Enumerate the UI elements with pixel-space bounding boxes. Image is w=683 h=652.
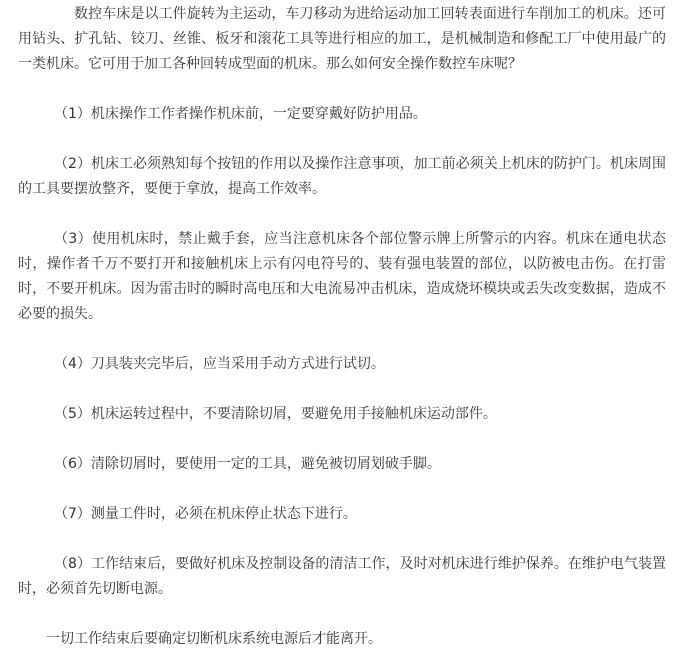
- rule-4-paragraph: （4）刀具装夹完毕后，应当采用手动方式进行试切。: [54, 356, 385, 372]
- intro-paragraph: 数控车床是以工件旋转为主运动，车刀移动为进给运动加工回转表面进行车削加工的机床。还可用钻头、扩孔钻、铰刀、丝锥、板牙和滚花工具等进行相应的加工，是机械制造和修配工厂中使用最广的一类机床。它可用于加工各种回转成型面的机床。那么如何安全操作数控车床呢？: [18, 6, 666, 72]
- closing-paragraph: 一切工作结束后要确定切断机床系统电源后才能离开。: [46, 631, 382, 647]
- paragraph-gap: [18, 477, 666, 502]
- rule-1-paragraph: （1）机床操作工作者操作机床前，一定要穿戴好防护用品。: [54, 106, 427, 122]
- rule-8-paragraph: （8）工作结束后，要做好机床及控制设备的清洁工作，及时对机床进行维护保养。在维护电气装置时，必须首先切断电源。: [18, 556, 666, 597]
- paragraph-gap: [18, 427, 666, 452]
- paragraph-gap: [18, 327, 666, 352]
- rule-2-paragraph: （2）机床工必须熟知每个按钮的作用以及操作注意事项，加工前必须关上机床的防护门。机床周围的工具要摆放整齐，要便于拿放，提高工作效率。: [18, 156, 666, 197]
- rule-7-paragraph: （7）测量工件时，必须在机床停止状态下进行。: [54, 506, 357, 522]
- paragraph-gap: [18, 77, 666, 102]
- article-body: [18, 2, 666, 652]
- paragraph-gap: [18, 527, 666, 552]
- paragraph-gap: [18, 202, 666, 227]
- paragraph-gap: [18, 377, 666, 402]
- rule-6-paragraph: （6）清除切屑时，要使用一定的工具，避免被切屑划破手脚。: [54, 456, 441, 472]
- paragraph-gap: [18, 602, 666, 627]
- rule-3-paragraph: （3）使用机床时，禁止戴手套，应当注意机床各个部位警示牌上所警示的内容。机床在通电状态时，操作者千万不要打开和接触机床上示有闪电符号的、装有强电装置的部位，以防被电击伤。在打雷时，不要开机床。因为雷击时的瞬时高电压和大电流易冲击机床，造成烧坏模块或丢失改变数据，造成不必要的损失。: [18, 231, 666, 322]
- paragraph-gap: [18, 127, 666, 152]
- rule-5-paragraph: （5）机床运转过程中，不要清除切屑，要避免用手接触机床运动部件。: [54, 406, 497, 422]
